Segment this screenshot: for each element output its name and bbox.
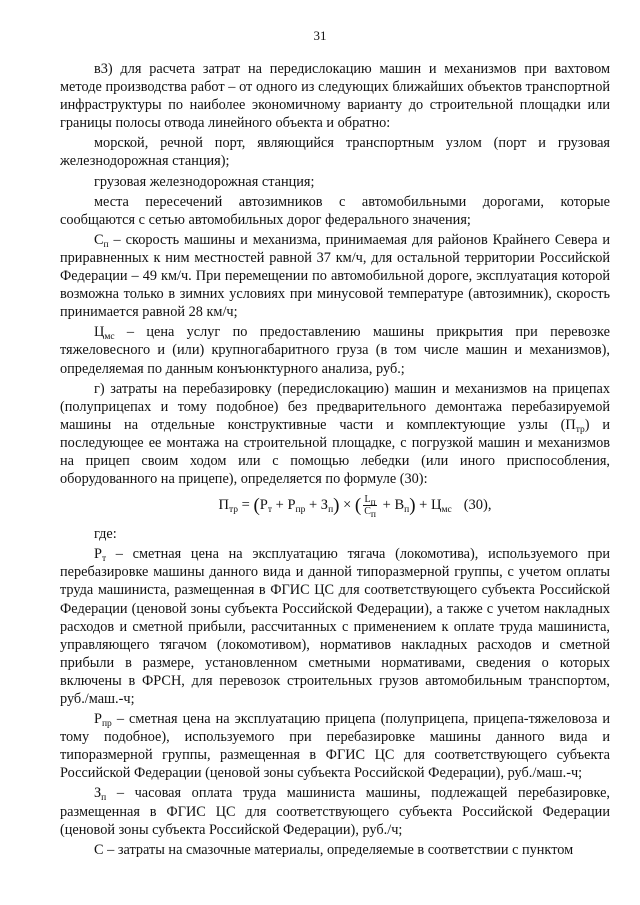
formula-plus: + [305, 496, 321, 513]
paragraph-winter-roads: места пересечений автозимников с автомобильными дорогами, которые сообщаются с сетью автомобильных дорог федерального значения; [60, 193, 610, 228]
fraction-numerator [363, 494, 377, 509]
formula-sub: т [267, 504, 272, 515]
formula-sub: мс [441, 504, 452, 515]
formula-open-paren: ( [253, 494, 260, 516]
formula-sub: п [328, 504, 334, 515]
formula-term-tsms: Ц [430, 496, 442, 513]
formula-number: (30), [463, 496, 492, 513]
definition-text: – сметная цена на эксплуатацию прицепа (полуприцепа, прицепа-тяжеловоза и тому подобное), используемого при перебазировке машины данного вида и типоразмерной группы, размещенная в ФГИС ЦС для соответствующего субъекта Российской Федерации (ценовой зоны субъекта Российской Федерации), руб./маш.-ч; [60, 711, 610, 782]
symbol: Ц [94, 324, 105, 341]
formula-term-rpr: Р [287, 496, 296, 513]
symbol-subscript: тр [575, 424, 585, 435]
symbol-subscript: пр [101, 719, 112, 730]
formula-lhs-sub: тр [228, 504, 238, 515]
fraction-denominator [363, 506, 377, 521]
definition-text: – цена услуг по предоставлению машины прикрытия при перевозке тяжеловесного и (или) крупногабаритного груза (в том числе машин и механизмов), определяемая по данным конъюнктурного анализа, руб.; [60, 324, 610, 377]
formula-lhs: П [218, 496, 229, 513]
formula-term-zp: З [320, 496, 329, 513]
symbol: Р [94, 711, 102, 728]
definition-tsms [60, 323, 610, 377]
formula-plus: + [272, 496, 288, 513]
paragraph-v3: в3) для расчета затрат на передислокацию машин и механизмов при вахтовом методе производства работ – от одного из следующих ближайших объектов транспортной инфраструктуры по наиболее экономичному варианту до строительной площадки или границы полосы отвода линейного объекта и обратно: [60, 61, 610, 132]
formula-open-paren: ( [354, 494, 362, 516]
definition-sp [60, 231, 610, 321]
definition-rt [60, 545, 610, 708]
definition-zp [60, 784, 610, 838]
paragraph-g [60, 380, 610, 489]
denominator-symbol: С [364, 506, 371, 518]
document-body [60, 60, 610, 861]
formula-times: × [339, 496, 355, 513]
symbol: Р [94, 546, 102, 563]
definition-text: – часовая оплата труда машиниста машины, подлежащей перебазировке, размещенная в ФГИС ЦС для соответствующего субъекта Российской Федерации (ценовой зоны субъекта Российской Федерации), руб./ч; [60, 785, 610, 838]
paragraph-text: г) затраты на перебазировку (передислокацию) машин и механизмов на прицепах (полуприцепах и тому подобное) без предварительного демонтажа перебазируемой машины на отдельные конструктивные части и комплектующие узлы (П [60, 380, 610, 433]
symbol: З [94, 785, 102, 802]
numerator-symbol: L [364, 494, 371, 506]
symbol-subscript: п [103, 239, 109, 250]
page-number: 31 [313, 28, 327, 43]
paragraph-rail-station: грузовая железнодорожная станция; [94, 173, 315, 190]
formula-sub: п [370, 510, 377, 521]
formula-term-vp: В [394, 496, 405, 513]
definition-text: – скорость машины и механизма, принимаемая для районов Крайнего Севера и приравненных к ним местностей равной 37 км/ч, для остальной территории Российской Федерации – 49 км/ч. При перемещении по автомобильной дороге, эксплуатация которой возможна только в зимних условиях при минусовой температуре (автозимник), скорость принимается равной 28 км/ч; [60, 231, 610, 321]
formula-sub: пр [295, 504, 306, 515]
symbol-subscript: мс [104, 332, 115, 343]
formula-term-rt: Р [259, 496, 268, 513]
formula-plus: + [415, 496, 431, 513]
formula-plus: + [379, 496, 395, 513]
symbol: С [94, 231, 104, 248]
formula-fraction [363, 494, 377, 521]
symbol-subscript: т [101, 554, 107, 565]
formula-close-paren: ) [333, 494, 340, 516]
formula-sub: п [404, 504, 410, 515]
paragraph-text: ) и последующее ее монтажа на строительной площадке, с погрузкой машин и механизмов на прицеп своим ходом или с помощью лебедки (или иного приспособления, оборудованного на прицепе), определяется по формуле (30): [60, 416, 610, 488]
paragraph-lubricants: С – затраты на смазочные материалы, определяемые в соответствии с пунктом [94, 841, 574, 858]
symbol-subscript: п [101, 793, 107, 804]
definition-rpr [60, 710, 610, 782]
definition-text: – сметная цена на эксплуатацию тягача (локомотива), используемого при перебазировке машины данного вида и данной типоразмерной группы, с учетом оплаты труда машиниста, размещенная в ФГИС ЦС для соответствующего субъекта Российской Федерации (ценовой зоны субъекта Российской Федерации), а также с учетом накладных расходов и сметной прибыли, рассчитанных с применением к оплате труда машиниста, управляющего тягачом (локомотивом), нормативов накладных расходов и сметной прибыли в размере, установленном сметными нормативами, сведения о которых включены в ФРСН, для перевозок строительных грузов автомобильным транспортом, руб./маш.-ч; [60, 546, 610, 707]
formula-sub: п [370, 498, 376, 509]
formula-close-paren: ) [409, 494, 416, 516]
formula-equals: = [238, 496, 254, 513]
paragraph-port: морской, речной порт, являющийся транспортным узлом (порт и грузовая железнодорожная станция); [60, 135, 610, 170]
where-label: где: [94, 526, 117, 543]
formula-30 [100, 494, 610, 521]
